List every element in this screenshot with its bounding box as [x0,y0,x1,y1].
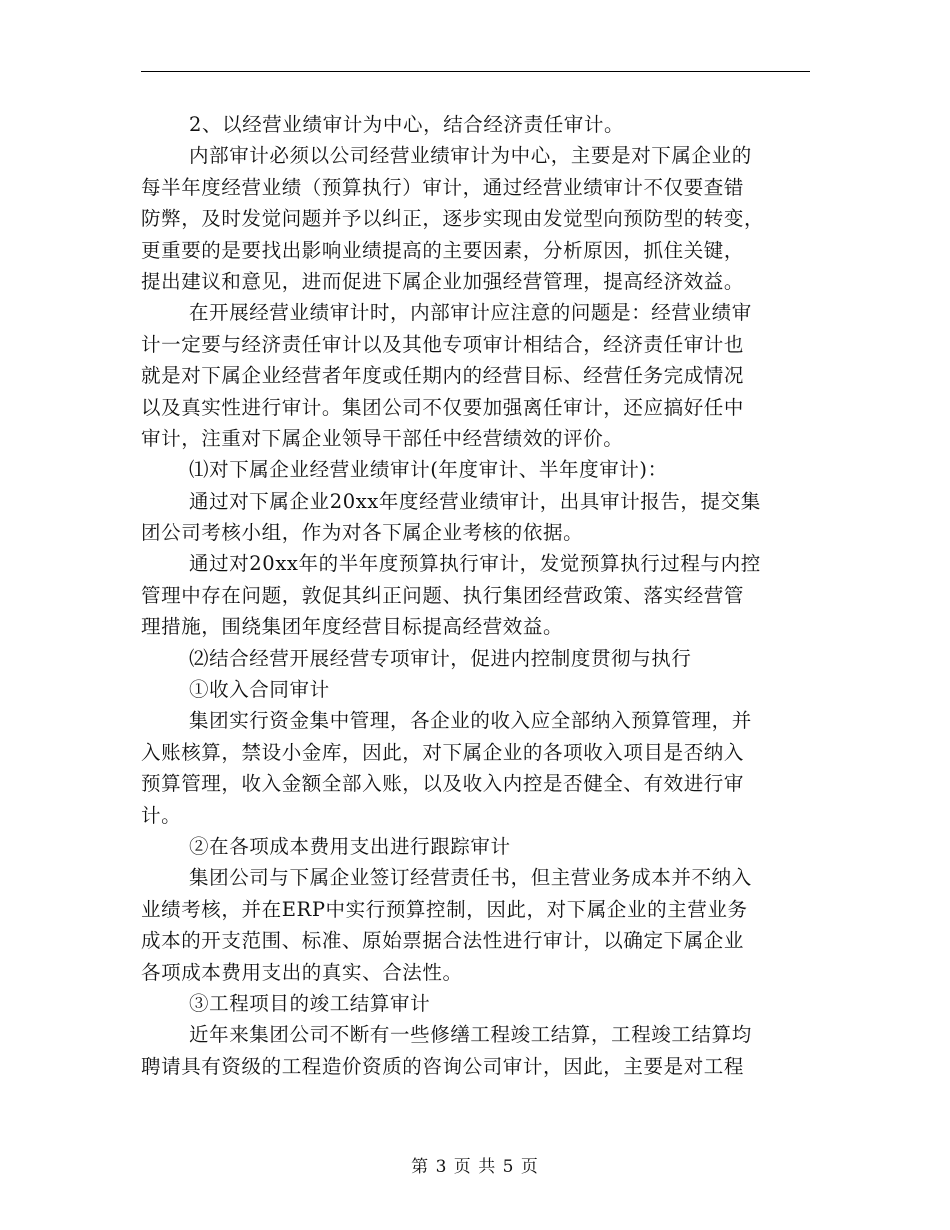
text-line: 审计，注重对下属企业领导干部任中经营绩效的评价。 [141,426,624,450]
text-line: ⑴对下属企业经营业绩审计(年度审计、半年度审计)： [189,458,668,482]
header-rule [141,71,810,72]
text-line: 内部审计必须以公司经营业绩审计为中心，主要是对下属企业的 [189,144,752,168]
text-line: ③工程项目的竣工结算审计 [189,991,431,1015]
page-number: 第 3 页 共 5 页 [411,1157,539,1177]
text-line: 各项成本费用支出的真实、合法性。 [141,960,463,984]
text-line: 预算管理，收入金额全部入账，以及收入内控是否健全、有效进行审 [141,772,745,796]
text-line: 通过对下属企业20xx年度经营业绩审计，出具审计报告，提交集 [189,489,761,513]
text-line: 计。 [141,803,182,827]
text-line: 近年来集团公司不断有一些修缮工程竣工结算，工程竣工结算均 [189,1023,752,1047]
text-line: 集团公司与下属企业签订经营责任书，但主营业务成本并不纳入 [189,866,752,890]
text-line: 就是对下属企业经营者年度或任期内的经营目标、经营任务完成情况 [141,364,745,388]
text-line: 成本的开支范围、标准、原始票据合法性进行审计，以确定下属企业 [141,929,745,953]
text-line: 提出建议和意见，进而促进下属企业加强经营管理，提高经济效益。 [141,269,745,293]
text-line: ②在各项成本费用支出进行跟踪审计 [189,834,511,858]
text-line: 聘请具有资级的工程造价资质的咨询公司审计，因此，主要是对工程 [141,1054,745,1078]
text-line: 入账核算，禁设小金库，因此，对下属企业的各项收入项目是否纳入 [141,740,745,764]
text-line: 在开展经营业绩审计时，内部审计应注意的问题是：经营业绩审 [189,301,752,325]
text-line: ①收入合同审计 [189,678,330,702]
text-line: 通过对20xx年的半年度预算执行审计，发觉预算执行过程与内控 [189,552,761,576]
text-line: 防弊，及时发觉问题并予以纠正，逐步实现由发觉型向预防型的转变， [141,207,765,231]
text-line: 管理中存在问题，敦促其纠正问题、执行集团经营政策、落实经营管 [141,583,745,607]
text-line: 计一定要与经济责任审计以及其他专项审计相结合，经济责任审计也 [141,332,745,356]
text-line: ⑵结合经营开展经营专项审计，促进内控制度贯彻与执行 [189,646,692,670]
text-line: 业绩考核，并在ERP中实行预算控制，因此，对下属企业的主营业务 [141,897,748,921]
text-line: 2、以经营业绩审计为中心，结合经济责任审计。 [189,113,625,136]
text-line: 更重要的是要找出影响业绩提高的主要因素，分析原因，抓住关键， [141,238,745,262]
text-line: 每半年度经营业绩（预算执行）审计，通过经营业绩审计不仅要查错 [141,175,745,199]
document-body [141,109,810,1082]
text-line: 集团实行资金集中管理，各企业的收入应全部纳入预算管理，并 [189,709,752,733]
text-line: 理措施，围绕集团年度经营目标提高经营效益。 [141,615,564,639]
text-line: 以及真实性进行审计。集团公司不仅要加强离任审计，还应搞好任中 [141,395,745,419]
text-line: 团公司考核小组，作为对各下属企业考核的依据。 [141,521,584,545]
